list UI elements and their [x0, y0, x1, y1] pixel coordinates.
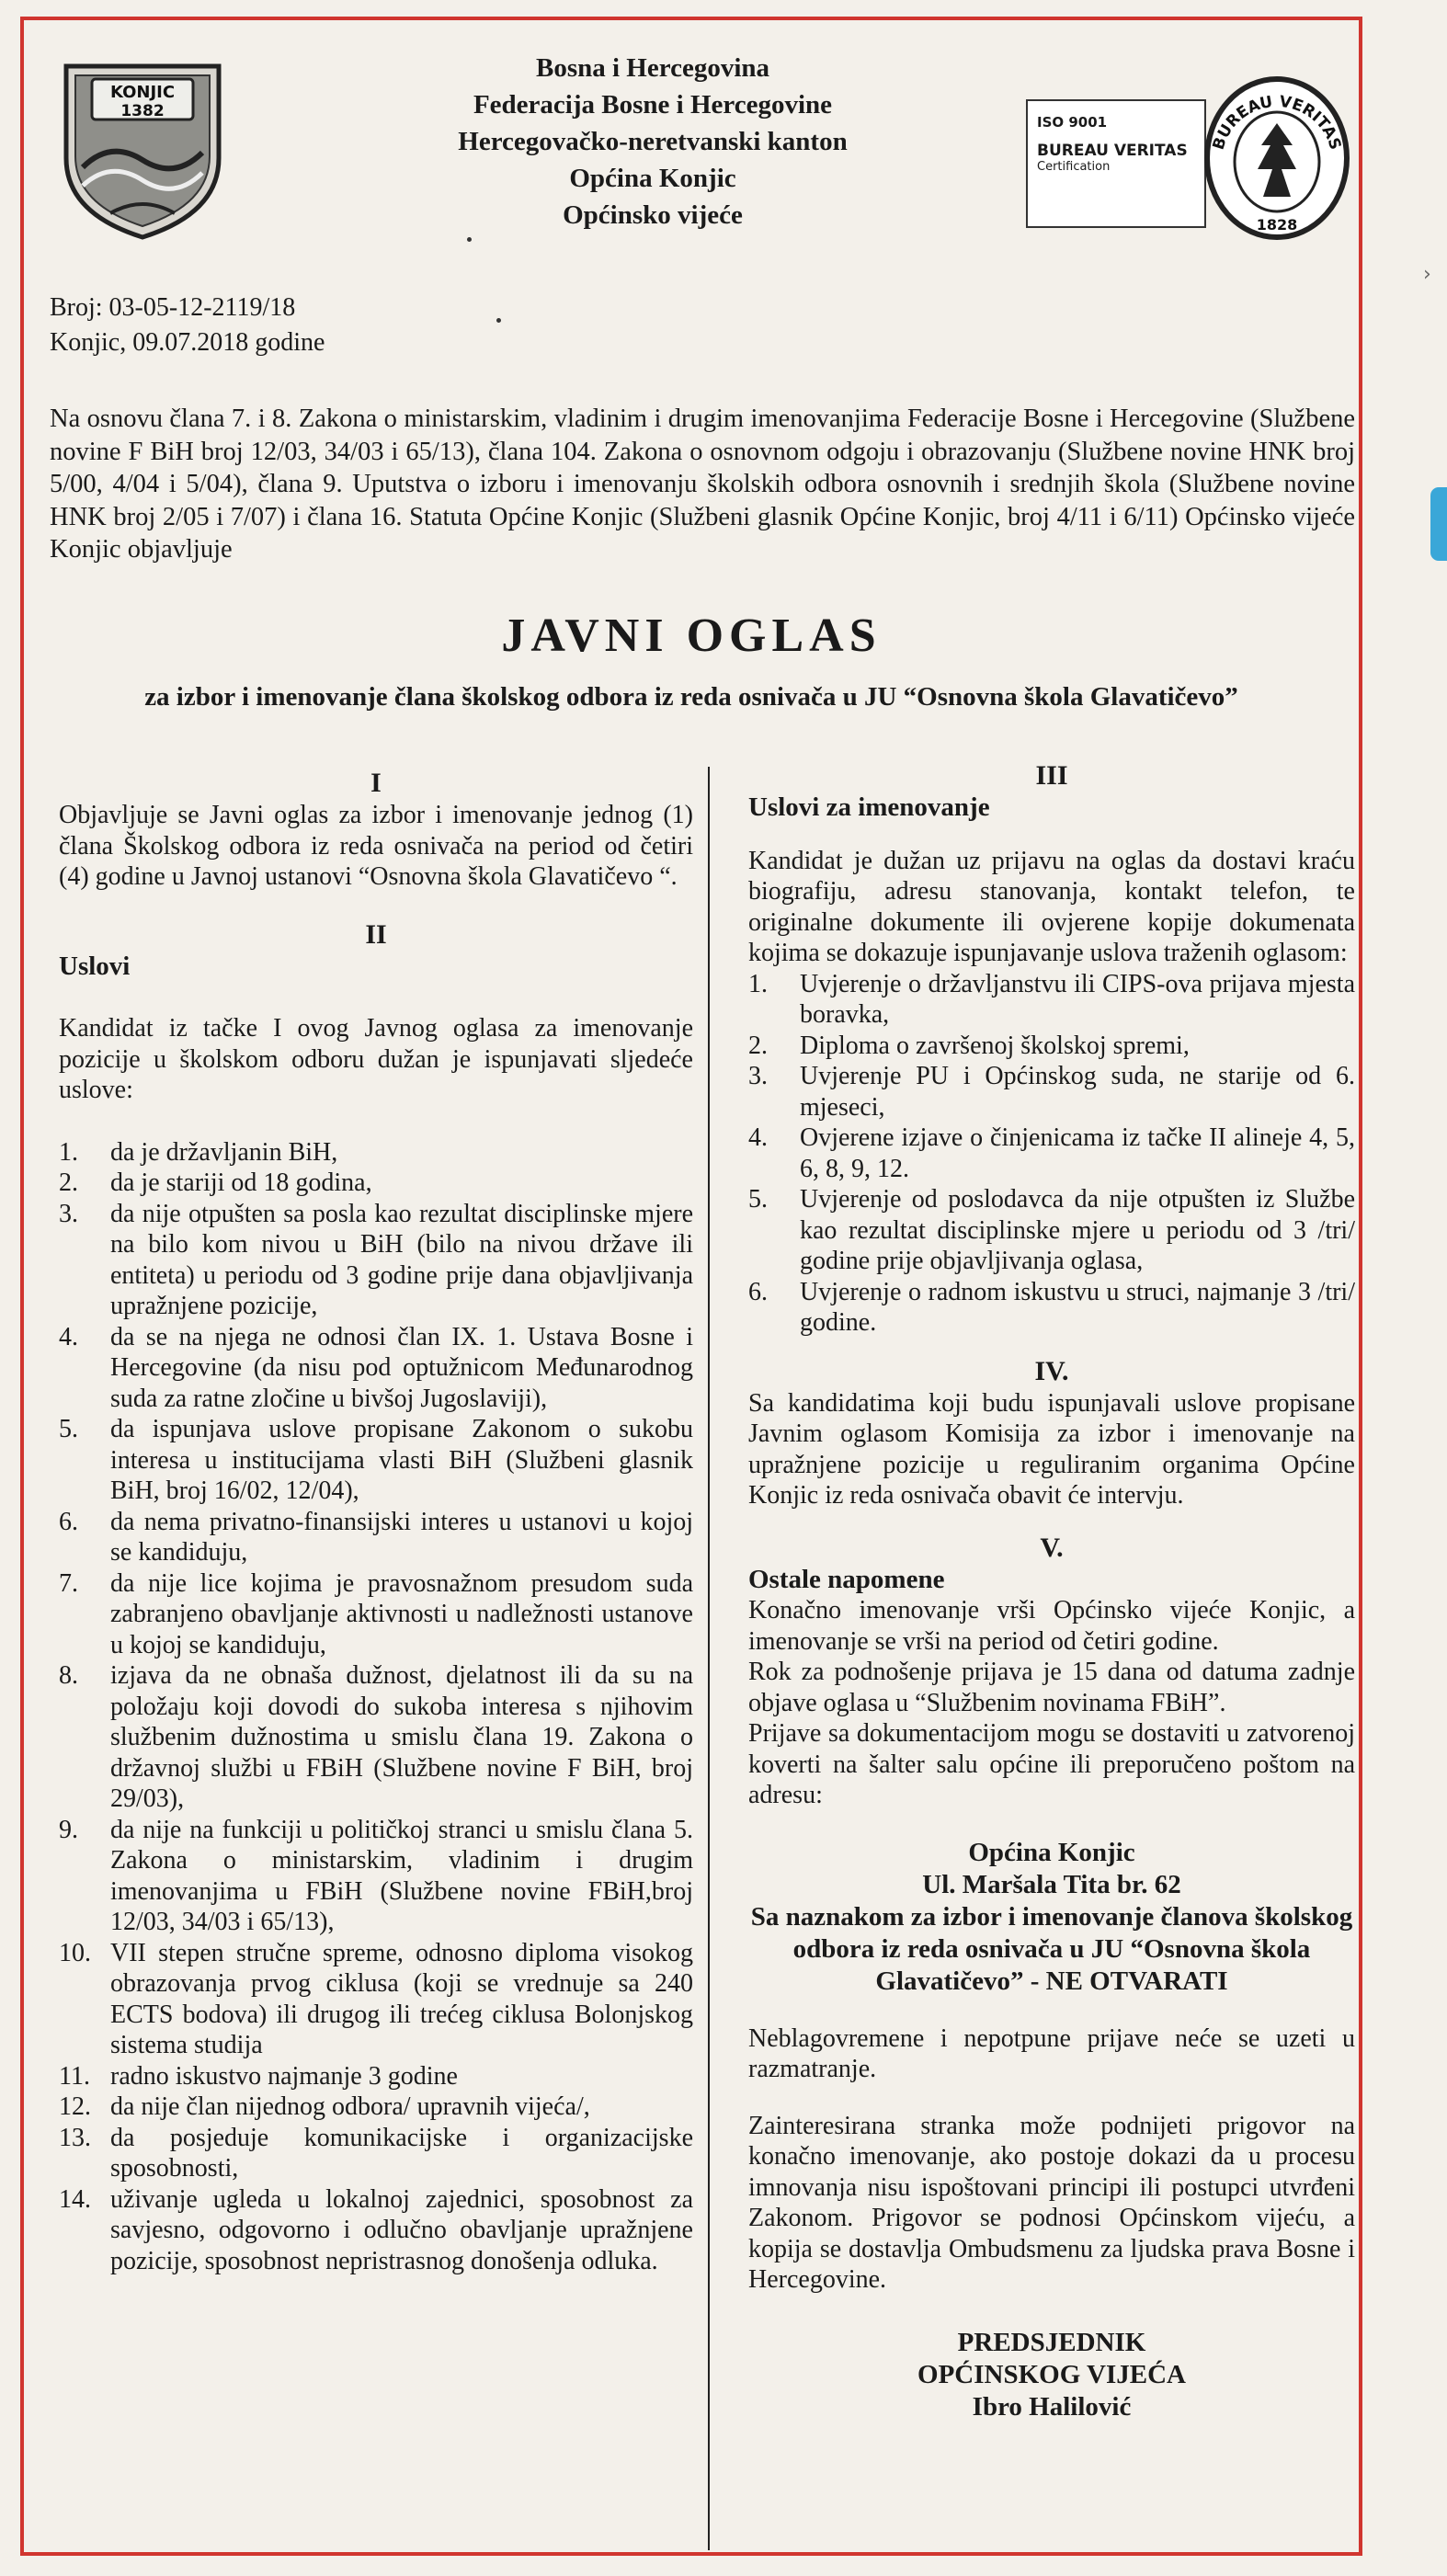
list-item-text: Uvjerenje o državljanstvu ili CIPS-ova prijava mjesta boravka, [800, 969, 1355, 1029]
konjic-crest-logo [55, 57, 230, 241]
list-item-number: 5. [59, 1415, 78, 1443]
section-3-subheading: Uslovi za imenovanje [748, 792, 990, 822]
document-place-date: Konjic, 09.07.2018 godine [50, 328, 325, 357]
certification-box [1026, 99, 1206, 228]
document-meta [50, 291, 325, 360]
list-item-text: da se na njega ne odnosi član IX. 1. Ustava Bosne i Hercegovine (da nisu pod optužnicom Međunarodnog suda za ratne zločine u bivšoj Jugoslaviji), [110, 1322, 693, 1413]
list-item-number: 9. [59, 1815, 78, 1844]
cert-body: BUREAU VERITAS [1037, 142, 1188, 160]
list-item [59, 1938, 693, 2061]
iso-certification [1026, 66, 1357, 250]
header-line-municipality: Općina Konjic [569, 164, 736, 193]
list-item [59, 1815, 693, 1938]
list-item-number: 6. [59, 1507, 78, 1536]
header-line-federation: Federacija Bosne i Hercegovine [473, 90, 833, 120]
list-item [59, 1660, 693, 1815]
list-item-text: da je stariji od 18 godina, [110, 1168, 372, 1197]
appeal-note: Zainteresirana stranka može podnijeti prigovor na konačno imenovanje, ako postoje dokazi da u procesu imnovanja nisu ispoštovani principi ili postupci utvrđeni Zakonom. Prigovor se podnosi Općinskom vijeću, a kopija se dostavlja Ombudsmenu za ljudska prava Bosne i Hercegovine. [748, 2111, 1355, 2294]
header-line-country: Bosna i Hercegovina [535, 53, 770, 83]
cert-label: Certification [1037, 160, 1111, 174]
section-5-paragraph: Rok za podnošenje prijava je 15 dana od datuma zadnje objave oglasa u “Službenim novinama FBiH”. [748, 1658, 1355, 1717]
seal-text: BUREAU VERITAS [1209, 92, 1345, 153]
print-speck [467, 237, 472, 242]
list-item [748, 1031, 1355, 1062]
list-item-number: 14. [59, 2184, 91, 2214]
list-item-number: 6. [748, 1277, 768, 1306]
signature-block [748, 2327, 1355, 2423]
eligibility-list [59, 1137, 693, 2277]
list-item-number: 2. [59, 1168, 78, 1197]
section-5-subheading: Ostale napomene [748, 1564, 945, 1594]
list-item [59, 1199, 693, 1322]
right-column [748, 759, 1355, 2423]
seal-year: 1828 [1256, 216, 1298, 234]
list-item-text: uživanje ugleda u lokalnoj zajednici, sposobnost za savjesno, odgovorno i odlučno obavljanje upražnjene pozicije, sposobnost nepristrasnog donošenja odluka. [110, 2184, 693, 2275]
list-item-text: Uvjerenje o radnom iskustvu u struci, najmanje 3 /tri/ godine. [800, 1277, 1355, 1337]
list-item-text: izjava da ne obnaša dužnost, djelatnost ili da su na položaju koji dovodi do sukoba interesa s njihovim službenim dužnostima u smislu člana 19. Zakona o državnoj službi u FBiH (Službene novine F BiH, broj 29/03), [110, 1661, 693, 1813]
list-item [748, 1184, 1355, 1277]
list-item-text: Ovjerene izjave o činjenicama iz tačke II alineje 4, 5, 6, 8, 9, 12. [800, 1123, 1355, 1183]
address-street: Ul. Maršala Tita br. 62 [922, 1869, 1181, 1899]
list-item [59, 1507, 693, 1568]
list-item-number: 3. [748, 1062, 768, 1090]
header-line-council: Općinsko vijeće [563, 200, 743, 230]
crest-text-name: KONJIC [109, 83, 176, 102]
section-4-heading: IV. [1034, 1355, 1069, 1386]
documents-list [748, 969, 1355, 1339]
document-title: JAVNI OGLAS [501, 610, 882, 662]
late-applications-note: Neblagovremene i nepotpune prijave neće se uzeti u razmatranje. [748, 2023, 1355, 2083]
legal-preamble: Na osnovu člana 7. i 8. Zakona o ministarskim, vladinim i drugim imenovanjima Federacije Bosne i Hercegovine (Službene novine F BiH broj 12/03, 34/03 i 65/13), člana 104. Zakona o osnovnom odgoju i obrazovanju (Službene novine HNK broj 5/00, 4/04 i 5/04), člana 9. Uputstva o izboru i imenovanju školskih odbora osnovnih i srednjih škola (Službene novine HNK broj 2/05 i 7/07) i člana 16. Statuta Općine Konjic (Službeni glasnik Općine Konjic, broj 4/11 i 6/11) Općinsko vijeće Konjic objavljuje [50, 405, 1355, 564]
list-item-number: 4. [748, 1123, 768, 1152]
crest-icon [55, 57, 230, 241]
list-item-text: da nije lice kojima je pravosnažnom presudom suda zabranjeno obavljanje aktivnosti u nadležnosti ustanove u kojoj se kandiduju, [110, 1568, 693, 1659]
section-5-paragraph: Prijave sa dokumentacijom mogu se dostaviti u zatvorenoj koverti na šalter salu općine ili preporučeno poštom na adresu: [748, 1719, 1355, 1809]
list-item-text: Uvjerenje od poslodavca da nije otpušten iz Službe kao rezultat disciplinske mjere u periodu od 3 /tri/ godine prije objavljivanja oglasa, [800, 1185, 1355, 1275]
section-4-text: Sa kandidatima koji budu ispunjavali uslove propisane Javnim oglasom Komisija za izbor i imenovanje na upražnjene pozicije u reguliranim organima Općine Konjic iz reda osnivača obavit će intervju. [748, 1388, 1355, 1510]
list-item [748, 1277, 1355, 1339]
signature-name: Ibro Halilović [972, 2391, 1132, 2422]
list-item [748, 1061, 1355, 1123]
list-item-number: 12. [59, 2092, 91, 2121]
document-number: Broj: 03-05-12-2119/18 [50, 293, 296, 322]
issuer-header [359, 50, 947, 234]
signature-title: PREDSJEDNIK [957, 2327, 1146, 2357]
list-item [59, 2092, 693, 2123]
list-item [748, 969, 1355, 1031]
list-item-text: da nije član nijednog odbora/ upravnih vijeća/, [110, 2092, 590, 2121]
address-recipient: Općina Konjic [968, 1837, 1135, 1867]
announcement-page [28, 24, 1355, 2548]
crest-text-year: 1382 [120, 102, 165, 120]
cert-standard: ISO 9001 [1037, 114, 1108, 131]
list-item-text: da nema privatno-finansijski interes u ustanovi u kojoj se kandiduju, [110, 1507, 693, 1567]
header-line-canton: Hercegovačko-neretvanski kanton [458, 127, 848, 156]
list-item [59, 1414, 693, 1507]
section-2-text: Kandidat iz tačke I ovog Javnog oglasa za imenovanje pozicije u školskom odboru dužan je ispunjavati sljedeće uslove: [59, 1014, 693, 1104]
list-item-text: da posjeduje komunikacijske i organizacijske sposobnosti, [110, 2123, 693, 2183]
document-subtitle: za izbor i imenovanje člana školskog odbora iz reda osnivača u JU “Osnovna škola Glavatičevo” [144, 682, 1238, 712]
left-column [59, 767, 693, 2276]
section-5-paragraph: Konačno imenovanje vrši Općinsko vijeće Konjic, a imenovanje se vrši na period od četiri godine. [748, 1596, 1355, 1656]
list-item-number: 13. [59, 2123, 91, 2152]
list-item [59, 2061, 693, 2092]
signature-body: OPĆINSKOG VIJEĆA [917, 2359, 1186, 2389]
list-item-text: Uvjerenje PU i Općinskog suda, ne starije od 6. mjeseci, [800, 1062, 1355, 1122]
section-3-heading: III [1035, 760, 1068, 791]
list-item-number: 10. [59, 1938, 91, 1967]
list-item-text: VII stepen stručne spreme, odnosno diploma visokog obrazovanja prvog ciklusa (koji se vrednuje sa 240 ECTS bodova) ili drugog ili trećeg ciklusa Bolonjskog sistema studija [110, 1938, 693, 2059]
list-item [59, 1568, 693, 1661]
bureau-veritas-seal [1197, 66, 1357, 245]
list-item-text: da ispunjava uslove propisane Zakonom o sukobu interesa u institucijama vlasti BiH (Službeni glasnik BiH, broj 16/02, 12/04), [110, 1415, 693, 1505]
section-3-text: Kandidat je dužan uz prijavu na oglas da dostavi kraću biografiju, adresu stanovanja, kontakt telefon, te originalne dokumente ili ovjerene kopije dokumenata kojima se dokazuje ispunjavanje uslova traženih oglasom: [748, 846, 1355, 967]
list-item-text: radno iskustvo najmanje 3 godine [110, 2061, 458, 2091]
section-1-text: Objavljuje se Javni oglas za izbor i imenovanje jednog (1) člana Školskog odbora iz reda osnivača na period od četiri (4) godine u Javnoj ustanovi “Osnovna škola Glavatičevo “. [59, 801, 693, 891]
adjacent-page-mark: › [1423, 263, 1431, 286]
delivery-address [748, 1837, 1355, 1998]
list-item-text: da je državljanin BiH, [110, 1137, 338, 1167]
adjacent-page-edge [1430, 487, 1447, 561]
list-item [59, 2123, 693, 2184]
list-item-number: 3. [59, 1199, 78, 1228]
list-item-number: 2. [748, 1031, 768, 1060]
section-1-heading: I [370, 768, 382, 798]
address-envelope-note: Sa naznakom za izbor i imenovanje članova školskog odbora iz reda osnivača u JU “Osnovna škola Glavatičevo” - NE OTVARATI [750, 1901, 1353, 1996]
list-item [59, 1137, 693, 1168]
list-item-number: 4. [59, 1322, 78, 1351]
section-2-subheading: Uslovi [59, 951, 131, 981]
column-divider [708, 767, 710, 2550]
list-item-text: Diploma o završenoj školskoj spremi, [800, 1031, 1190, 1060]
list-item-number: 7. [59, 1568, 78, 1598]
seal-icon [1197, 66, 1357, 245]
list-item [748, 1123, 1355, 1184]
list-item-number: 5. [748, 1185, 768, 1214]
list-item-text: da nije otpušten sa posla kao rezultat disciplinske mjere na bilo kom nivou u BiH (bilo na nivou države ili entiteta) u periodu od 3 godine prije dana objavljivanja upražnjene pozicije, [110, 1199, 693, 1320]
list-item-number: 11. [59, 2061, 90, 2091]
list-item-number: 1. [748, 969, 768, 998]
list-item-text: da nije na funkciji u političkoj stranci u smislu člana 5. Zakona o ministarskim, vladinim i drugim imenovanjima u FBiH (Službene novine FBiH,broj 12/03, 34/03 i 65/13), [110, 1815, 693, 1936]
list-item [59, 2184, 693, 2277]
list-item-number: 1. [59, 1137, 78, 1167]
list-item [59, 1322, 693, 1415]
section-2-heading: II [365, 918, 387, 950]
print-speck [496, 318, 501, 323]
list-item [59, 1168, 693, 1199]
list-item-number: 8. [59, 1661, 78, 1690]
section-5-heading: V. [1040, 1532, 1064, 1563]
